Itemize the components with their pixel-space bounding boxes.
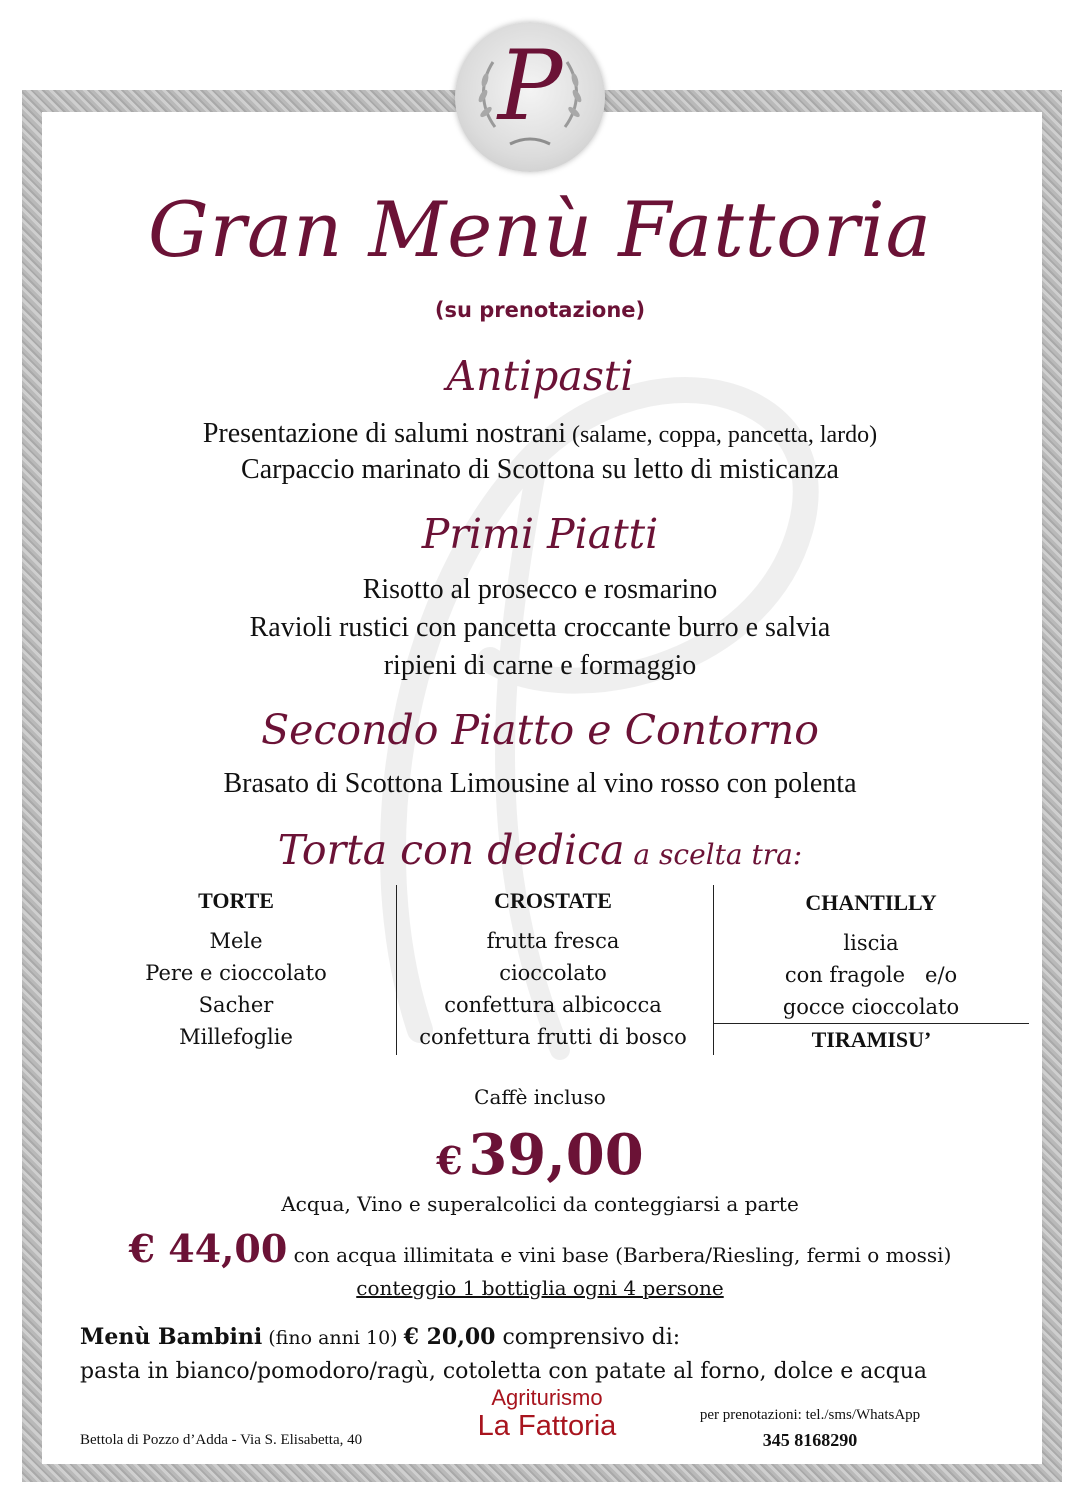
tiramisu-label: TIRAMISU’ — [714, 1023, 1029, 1056]
column-torte — [86, 885, 386, 1053]
section-heading-torta — [0, 826, 1080, 874]
main-price-value: 39,00 — [468, 1122, 644, 1188]
antipasti-line-2: Carpaccio marinato di Scottona su letto di misticanza — [241, 454, 839, 485]
booking-phone: 345 8168290 — [762, 1430, 858, 1450]
list-item: frutta fresca — [486, 929, 620, 953]
list-item: Millefoglie — [179, 1025, 293, 1049]
list-item: con fragole e/o — [784, 963, 958, 987]
list-item: confettura albicocca — [444, 993, 662, 1017]
torta-heading: Torta con dedica — [277, 826, 625, 874]
column-head-chantilly: CHANTILLY — [805, 890, 937, 915]
column-crostate — [403, 885, 703, 1053]
kids-menu-tail: comprensivo di: — [495, 1325, 681, 1350]
alt-price-note: con acqua illimitata e vini base (Barbera/Riesling, fermi o mossi) — [287, 1243, 952, 1267]
list-item: liscia — [843, 931, 899, 955]
list-item: cioccolato — [499, 961, 607, 985]
primi-line-3: ripieni di carne e formaggio — [383, 650, 697, 681]
kids-menu-age: (fino anni 10) — [262, 1327, 404, 1349]
brand-bottom: La Fattoria — [477, 1410, 617, 1442]
kids-menu-price: € 20,00 — [403, 1324, 496, 1350]
kids-menu-label: Menù Bambini — [80, 1324, 263, 1350]
alt-price-line — [0, 1226, 1080, 1271]
coffee-note: Caffè incluso — [474, 1085, 606, 1109]
alt-price: € 44,00 — [128, 1226, 288, 1271]
section-heading-secondo: Secondo Piatto e Contorno — [261, 706, 819, 754]
bottle-note: conteggio 1 bottiglia ogni 4 persone — [356, 1276, 724, 1300]
torta-heading-small: a scelta tra: — [624, 838, 803, 871]
section-heading-primi: Primi Piatti — [421, 510, 659, 558]
booking-label: per prenotazioni: tel./sms/WhatsApp — [699, 1407, 921, 1423]
list-item: gocce cioccolato — [782, 995, 960, 1019]
page-subtitle: (su prenotazione) — [434, 298, 646, 322]
antipasti-item-1-note: (salame, coppa, pancetta, lardo) — [565, 422, 878, 448]
brand-logo — [462, 1386, 632, 1442]
list-item: confettura frutti di bosco — [419, 1025, 687, 1049]
column-head-torte: TORTE — [198, 888, 274, 913]
page-title: Gran Menù Fattoria — [148, 185, 932, 274]
kids-menu-line-2: pasta in bianco/pomodoro/ragù, cotoletta con patate al forno, dolce e acqua — [80, 1359, 928, 1384]
primi-line-1: Risotto al prosecco e rosmarino — [362, 574, 718, 605]
logo-medallion — [455, 22, 605, 172]
brand-top: Agriturismo — [491, 1385, 603, 1410]
section-heading-antipasti: Antipasti — [446, 352, 634, 400]
secondo-line-1: Brasato di Scottona Limousine al vino rosso con polenta — [223, 768, 857, 799]
list-item: Mele — [209, 929, 263, 953]
antipasti-item-1: Presentazione di salumi nostrani — [202, 418, 566, 449]
euro-symbol: € — [436, 1138, 463, 1183]
drinks-note: Acqua, Vino e superalcolici da conteggiarsi a parte — [281, 1192, 799, 1216]
footer-address: Bettola di Pozzo d’Adda - Via S. Elisabetta, 40 — [80, 1432, 363, 1448]
column-chantilly — [721, 885, 1021, 1056]
primi-line-2: Ravioli rustici con pancetta croccante burro e salvia — [249, 612, 831, 643]
main-price — [0, 1122, 1080, 1188]
logo-letter: P — [497, 30, 563, 142]
column-head-crostate: CROSTATE — [494, 888, 612, 913]
kids-menu-line-1 — [80, 1324, 680, 1350]
column-divider — [396, 885, 397, 1055]
list-item: Pere e cioccolato — [145, 961, 327, 985]
antipasti-line-1 — [0, 418, 1080, 450]
list-item: Sacher — [198, 993, 274, 1017]
